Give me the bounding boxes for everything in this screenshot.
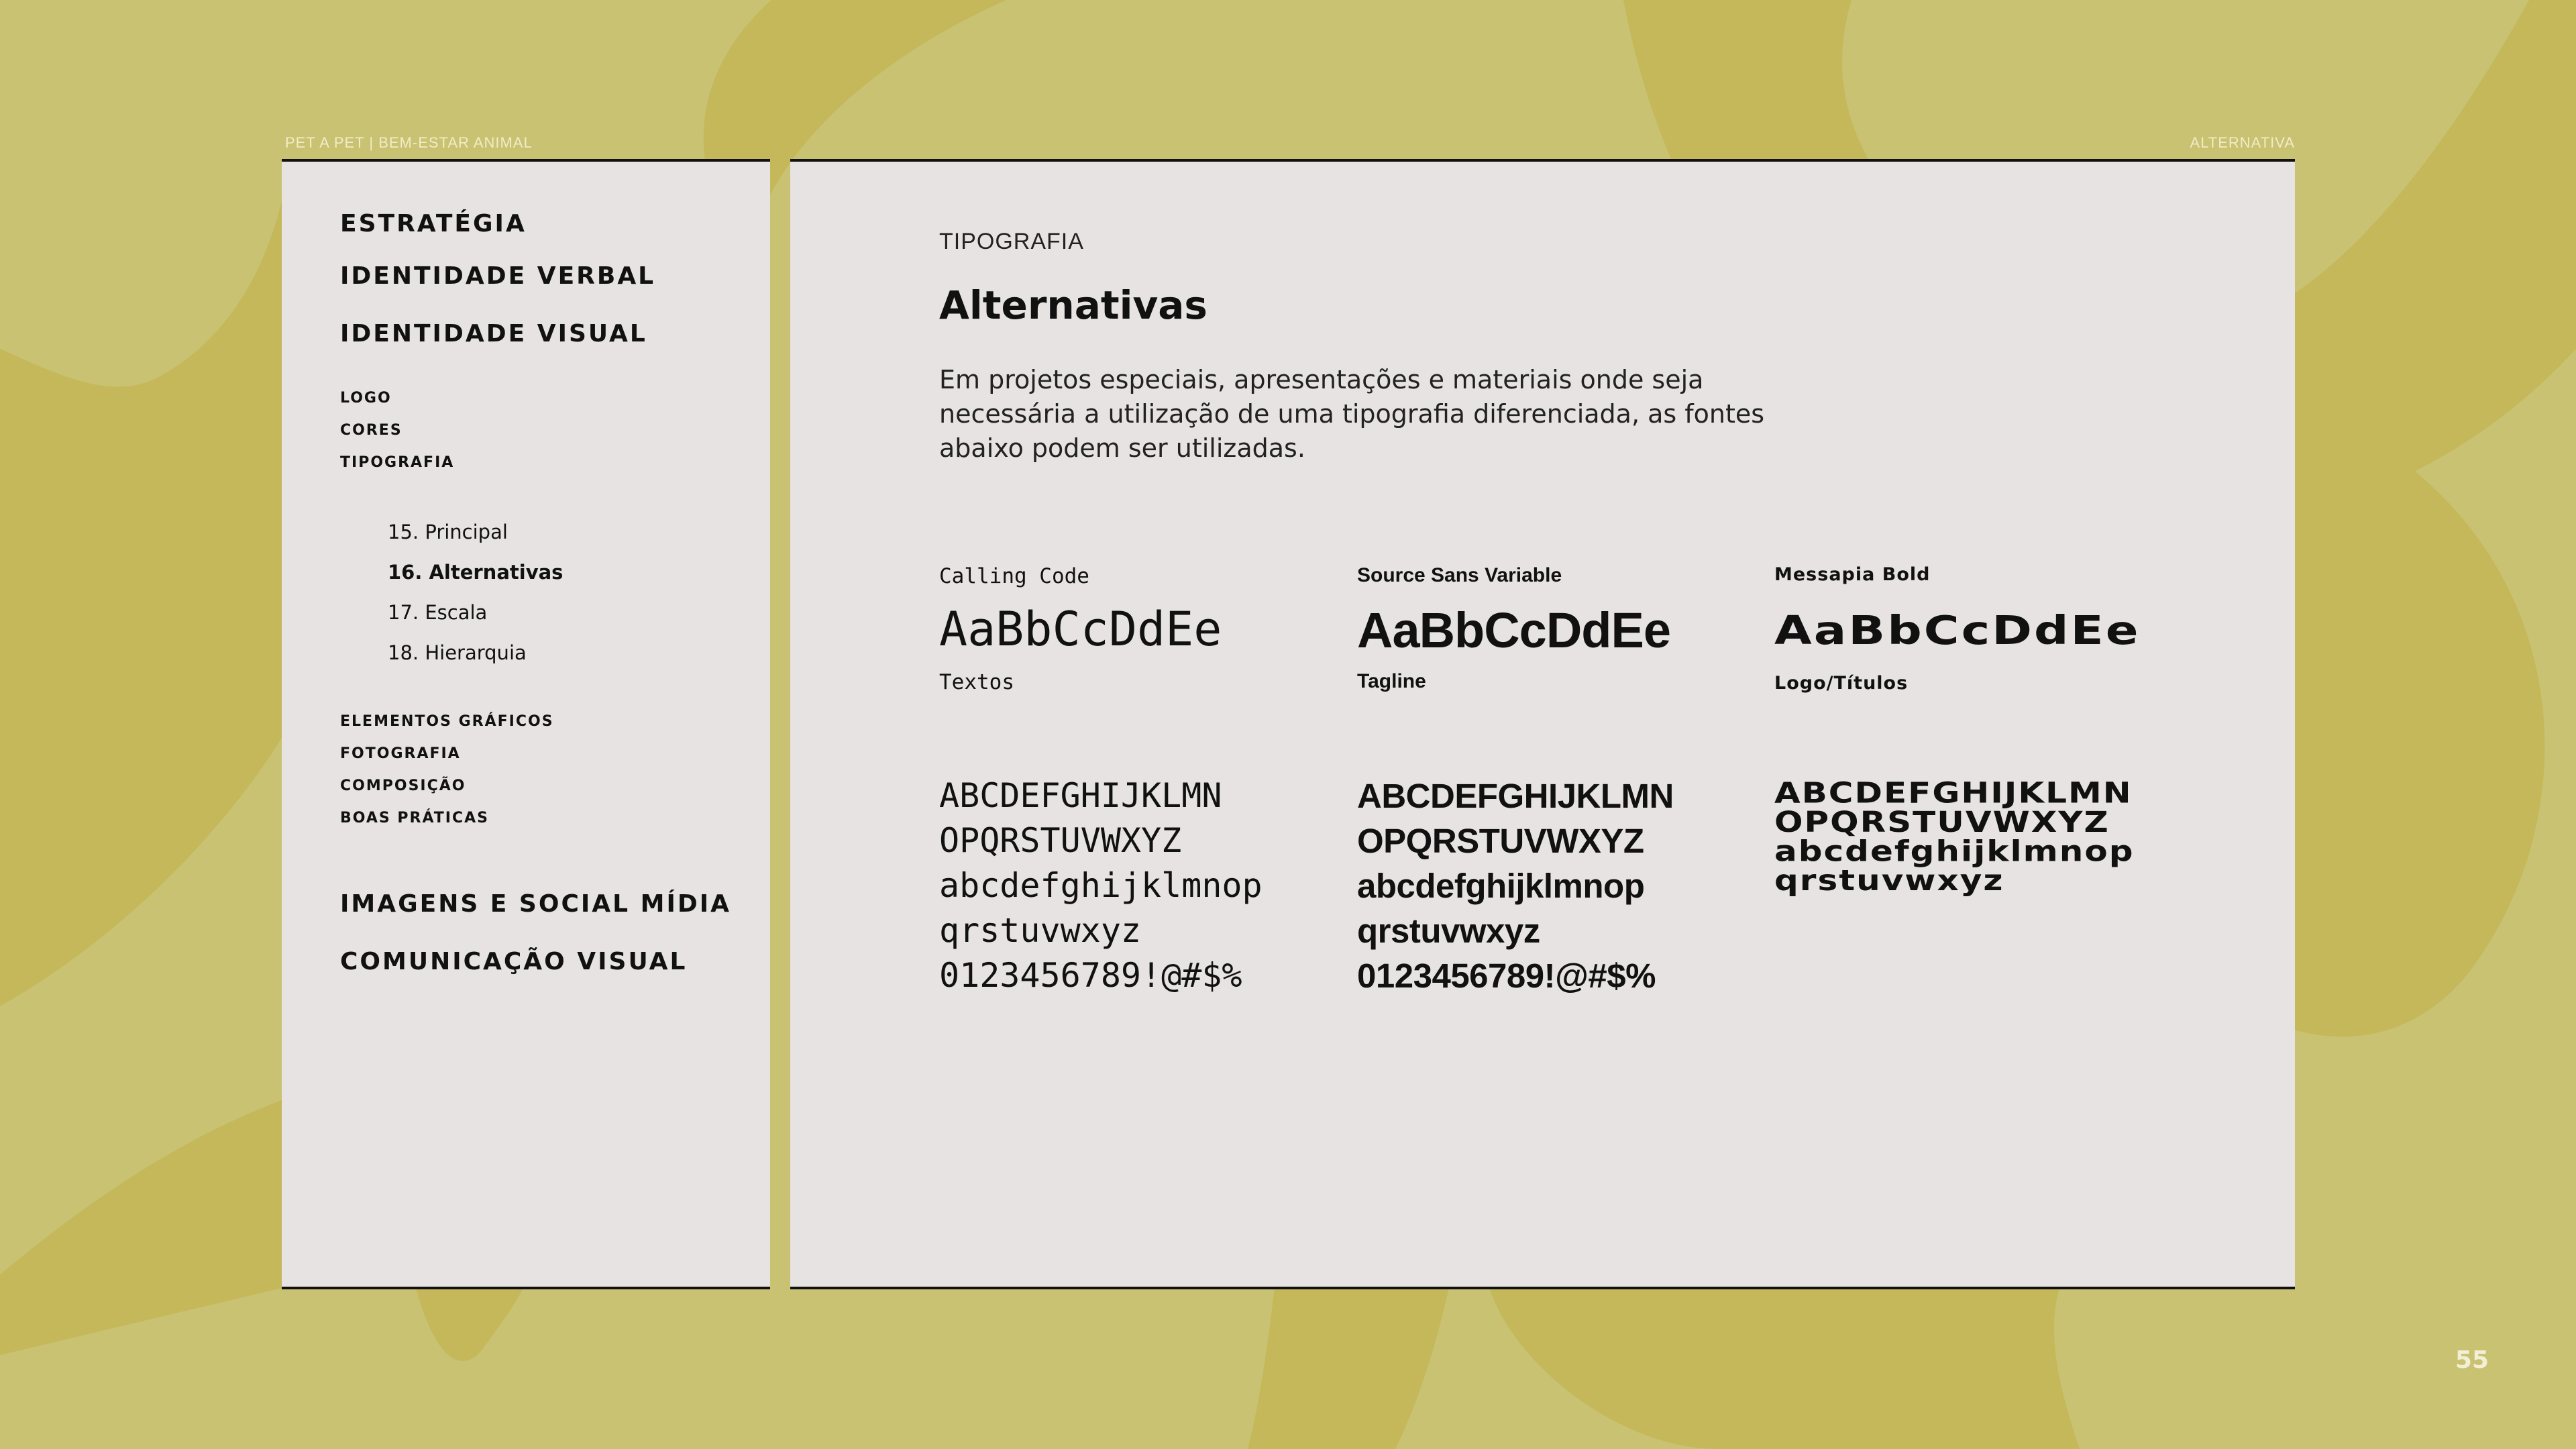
font-usage: Logo/Títulos xyxy=(1774,673,1909,694)
nav-item-comunicacao-visual[interactable]: COMUNICAÇÃO VISUAL xyxy=(340,948,688,975)
intro-paragraph: Em projetos especiais, apresentações e materiais onde seja necessária a utilização de uma tipografia diferenciada, as fontes abaixo podem ser utilizadas. xyxy=(939,365,1765,463)
glyph-line: abcdefghijklmnop xyxy=(1357,867,1645,905)
glyph-line: qrstuvwxyz xyxy=(1774,863,2004,897)
font-specimen: AaBbCcDdEe xyxy=(1774,607,2141,653)
nav-item-cores[interactable]: CORES xyxy=(340,422,402,439)
font-specimen: AaBbCcDdEe xyxy=(1357,602,1670,658)
nav-item-composicao[interactable]: COMPOSIÇÃO xyxy=(340,777,466,794)
glyph-line: 0123456789!@#$% xyxy=(939,956,1242,995)
glyph-line: OPQRSTUVWXYZ xyxy=(939,821,1182,860)
header-section-label: ALTERNATIVA xyxy=(2190,134,2295,151)
nav-sub-escala[interactable]: 17. Escala xyxy=(388,601,488,624)
nav-item-estrategia[interactable]: ESTRATÉGIA xyxy=(340,210,527,237)
glyph-set xyxy=(939,773,1263,998)
nav-item-identidade-verbal[interactable]: IDENTIDADE VERBAL xyxy=(340,262,656,290)
nav-item-elementos-graficos[interactable]: ELEMENTOS GRÁFICOS xyxy=(340,713,554,730)
font-name: Source Sans Variable xyxy=(1357,564,1562,586)
glyph-line: ABCDEFGHIJKLMN xyxy=(1357,777,1674,815)
typography-content-panel xyxy=(790,159,2295,1289)
nav-item-imagens-social-midia[interactable]: IMAGENS E SOCIAL MÍDIA xyxy=(340,890,731,918)
font-name: Messapia Bold xyxy=(1774,564,1931,585)
nav-item-logo[interactable]: LOGO xyxy=(340,390,392,407)
glyph-set xyxy=(1357,773,1674,998)
section-eyebrow: TIPOGRAFIA xyxy=(939,229,1084,254)
nav-item-identidade-visual[interactable]: IDENTIDADE VISUAL xyxy=(340,320,647,347)
glyph-line: 0123456789!@#$% xyxy=(1357,957,1656,995)
page-title: Alternativas xyxy=(939,282,1208,328)
nav-sub-hierarquia[interactable]: 18. Hierarquia xyxy=(388,641,527,664)
nav-item-tipografia[interactable]: TIPOGRAFIA xyxy=(340,454,455,471)
font-name: Calling Code xyxy=(939,564,1089,588)
glyph-line: abcdefghijklmnop xyxy=(939,866,1263,905)
glyph-line: OPQRSTUVWXYZ xyxy=(1357,822,1644,860)
glyph-line: ABCDEFGHIJKLMN xyxy=(939,776,1222,815)
header-brand-label: PET A PET | BEM-ESTAR ANIMAL xyxy=(285,134,533,151)
page-number: 55 xyxy=(2455,1346,2489,1374)
glyph-line: OPQRSTUVWXYZ xyxy=(1774,805,2110,839)
font-usage: Tagline xyxy=(1357,670,1426,692)
nav-item-boas-praticas[interactable]: BOAS PRÁTICAS xyxy=(340,810,490,826)
glyph-line: qrstuvwxyz xyxy=(1357,912,1540,950)
sidebar-nav xyxy=(282,159,770,1289)
font-specimen: AaBbCcDdEe xyxy=(939,602,1222,657)
nav-item-fotografia[interactable]: FOTOGRAFIA xyxy=(340,745,461,762)
glyph-line: ABCDEFGHIJKLMN xyxy=(1774,776,2133,810)
glyph-line: qrstuvwxyz xyxy=(939,911,1142,950)
nav-sub-alternativas[interactable]: 16. Alternativas xyxy=(388,561,564,584)
glyph-set xyxy=(1774,776,2135,897)
nav-sub-principal[interactable]: 15. Principal xyxy=(388,521,508,543)
font-usage: Textos xyxy=(939,670,1014,694)
glyph-line: abcdefghijklmnop xyxy=(1774,835,2135,868)
